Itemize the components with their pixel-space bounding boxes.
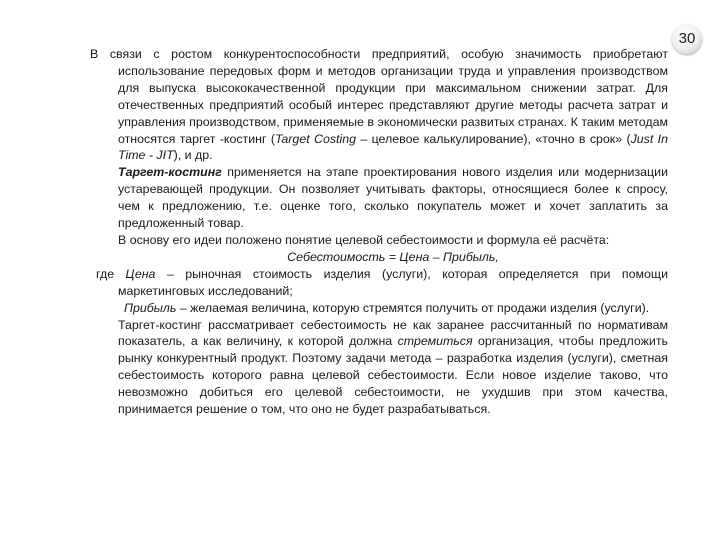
jit-term: Just In Time - JIT [118, 131, 668, 163]
intro-text: В связи с ростом конкурентоспособности предприятий, особую значимость приобретают использование передовых форм и методов организации труда и управления производством для выпуска высококачественной продукции при максимальном снижении затрат. Для отечественных предприятий особый интерес представляют другие методы расчета затрат и управления производством, применяемые в экономически развитых странах. К таким методам относятся таргет -костинг ( [90, 47, 668, 146]
profit-definition [90, 300, 668, 317]
price-definition [90, 266, 668, 300]
intro-text-2: – целевое калькулирование), «точно в срок» ( [356, 131, 631, 146]
intro-paragraph [90, 46, 668, 164]
page-number-badge: 30 [672, 24, 702, 54]
target-costing-term: Target Costing [274, 131, 357, 146]
intro-text-3: ), и др. [173, 148, 213, 163]
price-term: Цена [125, 266, 156, 281]
definition-paragraph [90, 164, 668, 232]
definition-term: Таргет-костинг [118, 165, 222, 180]
where-lead: где [96, 266, 126, 281]
formula: Себестоимость = Цена – Прибыль, [287, 249, 499, 264]
profit-term: Прибыль [124, 300, 177, 315]
price-text: – рыночная стоимость изделия (услуги), которая определяется при помощи маркетинговых исследований; [118, 266, 668, 298]
closing-text: Таргет-костинг рассматривает себестоимость не как заранее рассчитанный по нормативам показатель, а как величину, к которой должна [118, 317, 668, 349]
closing-paragraph [90, 317, 668, 418]
strive-term: стремиться [397, 334, 473, 349]
definition-text: применяется на этапе проектирования нового изделия или модернизации устаревающей продукции. Он позволяет учитывать факторы, относящиеся более к спросу, чем к предложению, т.е. оценке того, сколько покупатель может и хочет заплатить за предложенный товар. [118, 165, 668, 231]
document-body [90, 46, 668, 418]
closing-text-2: организация, чтобы предложить рынку конкурентный продукт. Поэтому задачи метода – разработка изделия (услуги), сметная себестоимость которого равна целевой себестоимости. Если новое изделие таково, что невозможно добиться его целевой себестоимости, не ухудшив при этом качества, принимается решение о том, что оно не будет разрабатываться. [118, 334, 668, 417]
profit-text: – желаемая величина, которую стремятся получить от продажи изделия (услуги). [176, 300, 650, 315]
basis-paragraph: В основу его идеи положено понятие целевой себестоимости и формула её расчёта: [118, 232, 610, 247]
